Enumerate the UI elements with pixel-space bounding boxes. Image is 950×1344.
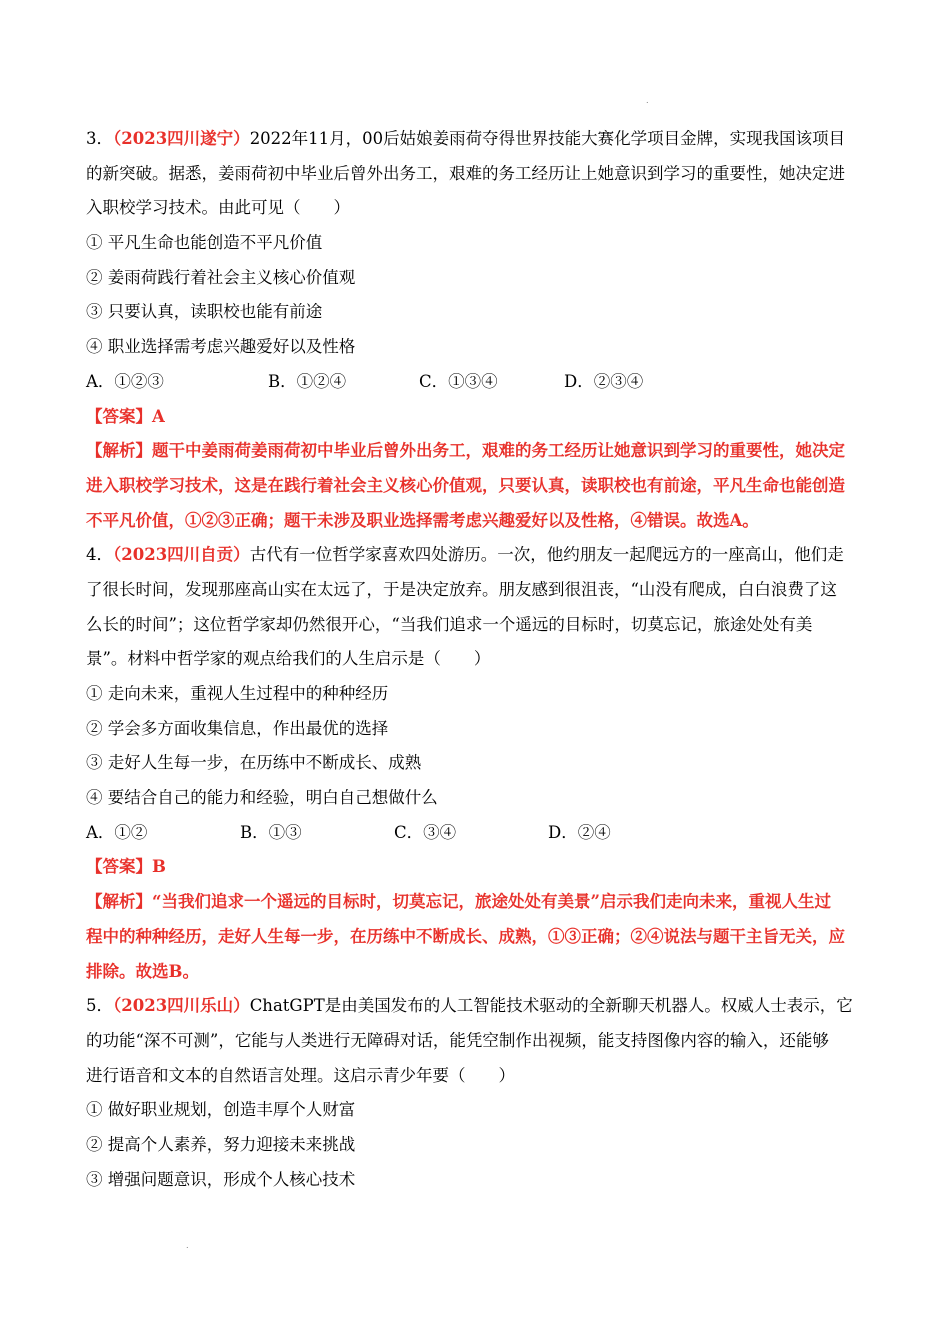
question-stem-line: 的新突破。据悉，姜雨荷初中毕业后曾外出务工，艰难的务工经历让上她意识到学习的重要性，她决定进 <box>86 163 845 183</box>
question-stem-line: 进行语音和文本的自然语言处理。这启示青少年要（ ） <box>86 1065 515 1085</box>
question-5 <box>86 989 860 1197</box>
answer-options <box>86 365 860 400</box>
question-stem-line: 的功能“深不可测”，它能与人类进行无障碍对话，能凭空制作出视频，能支持图像内容的输入，还能够 <box>86 1030 829 1050</box>
question-stem-line <box>86 989 860 1024</box>
statement-item: ② 提高个人素养，努力迎接未来挑战 <box>86 1134 356 1154</box>
statement-item: ② 姜雨荷践行着社会主义核心价值观 <box>86 267 356 287</box>
question-source: （2023四川乐山） <box>113 996 250 1016</box>
statement-item: ② 学会多方面收集信息，作出最优的选择 <box>86 718 389 738</box>
answer-options <box>86 816 860 851</box>
analysis-line: 不平凡价值，①②③正确；题干未涉及职业选择需考虑兴趣爱好以及性格，④错误。故选A。 <box>86 510 759 530</box>
analysis-line: 程中的种种经历，走好人生每一步，在历练中不断成长、成熟，①③正确；②④说法与题干主旨无关，应 <box>86 926 845 946</box>
question-source: （2023四川遂宁） <box>113 129 250 148</box>
question-number: 4． <box>86 545 113 565</box>
document-body <box>86 122 860 1197</box>
option-d: D．②④ <box>548 822 611 842</box>
analysis-line: 排除。故选B。 <box>86 961 199 981</box>
question-stem-line: 了很长时间，发现那座高山实在太远了，于是决定放弃。朋友感到很沮丧，“山没有爬成，白白浪费了这 <box>86 579 837 599</box>
statement-item: ③ 增强问题意识，形成个人核心技术 <box>86 1169 356 1189</box>
option-a: A．①② <box>86 822 148 842</box>
analysis-line: 【解析】题干中姜雨荷姜雨荷初中毕业后曾外出务工，艰难的务工经历让她意识到学习的重要性，她决定 <box>86 441 845 461</box>
statement-item: ① 走向未来，重视人生过程中的种种经历 <box>86 684 389 703</box>
option-a: A．①②③ <box>86 371 164 391</box>
statement-item: ③ 只要认真，读职校也能有前途 <box>86 302 323 322</box>
question-stem-line <box>86 122 860 157</box>
answer-label: 【答案】B <box>86 857 166 877</box>
statement-item: ③ 走好人生每一步，在历练中不断成长、成熟 <box>86 753 422 773</box>
option-c: C．①③④ <box>419 371 498 391</box>
question-4 <box>86 538 860 989</box>
question-stem-line <box>86 538 860 573</box>
footer-dot: . <box>186 1241 189 1250</box>
stem-text: ChatGPT是由美国发布的人工智能技术驱动的全新聊天机器人。权威人士表示，它 <box>249 996 853 1016</box>
question-stem-line: 景”。材料中哲学家的观点给我们的人生启示是（ ） <box>86 649 491 669</box>
question-number: 3． <box>86 129 113 148</box>
question-stem-line: 么长的时间”；这位哲学家却仍然很开心，“当我们追求一个遥远的目标时，切莫忘记，旅途处处有美 <box>86 614 813 634</box>
statement-item: ① 平凡生命也能创造不平凡价值 <box>86 233 323 253</box>
question-number: 5． <box>86 996 113 1016</box>
option-d: D．②③④ <box>564 371 644 391</box>
analysis-line: 进入职校学习技术，这是在践行着社会主义核心价值观，只要认真，读职校也有前途，平凡生命也能创造 <box>86 475 845 495</box>
analysis-line: 【解析】“当我们追求一个遥远的目标时，切莫忘记，旅途处处有美景”启示我们走向未来，重视人生过 <box>86 892 831 912</box>
stem-text: 古代有一位哲学家喜欢四处游历。一次，他约朋友一起爬远方的一座高山，他们走 <box>249 545 844 565</box>
answer-label: 【答案】A <box>86 406 165 426</box>
option-c: C．③④ <box>394 822 457 842</box>
statement-item: ① 做好职业规划，创造丰厚个人财富 <box>86 1100 356 1120</box>
question-stem-line: 入职校学习技术。由此可见（ ） <box>86 198 350 218</box>
option-b: B．①③ <box>240 822 302 842</box>
option-b: B．①②④ <box>268 371 347 391</box>
statement-item: ④ 要结合自己的能力和经验，明白自己想做什么 <box>86 788 438 808</box>
question-3 <box>86 122 860 538</box>
header-dot: . <box>646 96 649 105</box>
question-source: （2023四川自贡） <box>113 545 250 565</box>
statement-item: ④ 职业选择需考虑兴趣爱好以及性格 <box>86 337 356 357</box>
stem-text: 2022年11月，00后姑娘姜雨荷夺得世界技能大赛化学项目金牌，实现我国该项目 <box>249 129 846 148</box>
